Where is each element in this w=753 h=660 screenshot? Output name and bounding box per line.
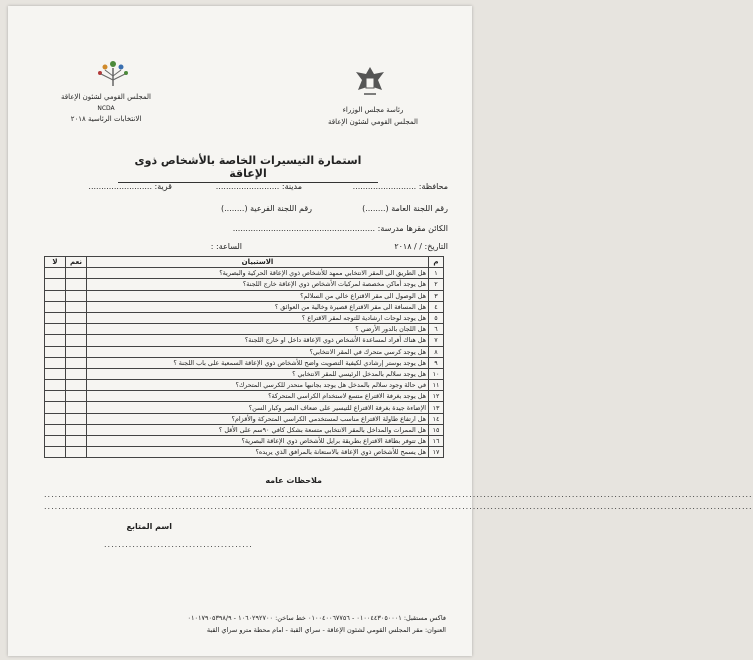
no-checkbox[interactable] — [45, 301, 66, 312]
yes-checkbox[interactable] — [66, 424, 87, 435]
table-row — [45, 324, 444, 335]
table-row — [45, 312, 444, 323]
table-row — [45, 424, 444, 435]
footer-phones: فاكس مستقبل: ٠١٠٠٤٤٣٠٥٠٠٠١ - ٠١٠٠٤٠٠٦٧٧٥٦ خط ساخن: ١٠٦٠٢٩٢٧٠٠ - ٠١٠١٧٩٠٥٣٩٨/٩ — [187, 614, 446, 622]
general-committee-field[interactable]: رقم اللجنة العامة (........) — [362, 204, 448, 213]
no-checkbox[interactable] — [45, 380, 66, 391]
ncda-abbrev: NCDA — [97, 105, 115, 112]
yes-checkbox[interactable] — [66, 380, 87, 391]
header-no: لا — [45, 257, 66, 268]
question-number: ١٢ — [429, 391, 444, 402]
question-number: ١٧ — [429, 447, 444, 458]
question-text: هل الوصول الى مقر الاقتراع خالي من السلالم؟ — [87, 290, 429, 301]
no-checkbox[interactable] — [45, 268, 66, 279]
table-row — [45, 346, 444, 357]
yes-checkbox[interactable] — [66, 368, 87, 379]
no-checkbox[interactable] — [45, 312, 66, 323]
notes-title: ملاحظات عامه — [265, 476, 322, 485]
no-checkbox[interactable] — [45, 391, 66, 402]
question-number: ١٣ — [429, 402, 444, 413]
no-checkbox[interactable] — [45, 335, 66, 346]
header-yes: نعم — [66, 257, 87, 268]
notes-line-2[interactable]: ........................................................................................................................................................................................................ — [44, 502, 753, 511]
follower-name-label: اسم المتابع — [126, 522, 172, 531]
date-field[interactable]: التاريخ: / / ٢٠١٨ — [394, 242, 448, 251]
question-text: هل تتوفر بطاقة الاقتراع بطريقة برايل للأشخاص ذوي الإعاقة البصرية؟ — [87, 436, 429, 447]
question-number: ٧ — [429, 335, 444, 346]
yes-checkbox[interactable] — [66, 335, 87, 346]
question-number: ٢ — [429, 279, 444, 290]
org-line-1: رئاسة مجلس الوزراء — [342, 106, 404, 114]
question-number: ٩ — [429, 357, 444, 368]
org-line-2: المجلس القومي لشئون الإعاقة — [328, 118, 418, 126]
time-field[interactable]: الساعة: : — [210, 242, 242, 251]
table-row — [45, 301, 444, 312]
question-text: هل الممرات والمداخل بالمقر الانتخابي متسعة بشكل كافي ٩٠سم على الأقل ؟ — [87, 424, 429, 435]
election-caption: الانتخابات الرئاسية ٢٠١٨ — [70, 115, 142, 123]
no-checkbox[interactable] — [45, 424, 66, 435]
ministry-header — [298, 104, 448, 128]
table-row — [45, 290, 444, 301]
question-text: هل يوجد سلالم بالمدخل الرئيسي للمقر الانتخابي ؟ — [87, 368, 429, 379]
table-row — [45, 436, 444, 447]
table-row — [45, 391, 444, 402]
questionnaire-table — [44, 256, 444, 458]
no-checkbox[interactable] — [45, 346, 66, 357]
no-checkbox[interactable] — [45, 357, 66, 368]
table-row — [45, 335, 444, 346]
question-text: هل هناك أفراد لمساعدة الأشخاص ذوي الإعاقة داخل او خارج اللجنة؟ — [87, 335, 429, 346]
table-row — [45, 380, 444, 391]
table-row — [45, 447, 444, 458]
question-text: في حالة وجود سلالم بالمدخل هل يوجد بجانبها منحدر للكرسي المتحرك؟ — [87, 380, 429, 391]
table-row — [45, 402, 444, 413]
follower-name-line[interactable]: .......................................... — [104, 540, 253, 549]
no-checkbox[interactable] — [45, 290, 66, 301]
no-checkbox[interactable] — [45, 413, 66, 424]
yes-checkbox[interactable] — [66, 346, 87, 357]
city-field[interactable]: مدينة: ......................... — [215, 182, 302, 191]
question-text: هل المسافة الى مقر الاقتراع قصيرة وخالية من العوائق ؟ — [87, 301, 429, 312]
yes-checkbox[interactable] — [66, 301, 87, 312]
ncda-header — [36, 92, 176, 125]
question-text: هل يوجد بوستر إرشادي لكيفية التصويت واضح للأشخاص ذوي الإعاقة السمعية على باب اللجنة ؟ — [87, 357, 429, 368]
header-question: الاستبيان — [87, 257, 429, 268]
question-number: ٨ — [429, 346, 444, 357]
question-text: هل اللجان بالدور الأرضي ؟ — [87, 324, 429, 335]
question-number: ٤ — [429, 301, 444, 312]
village-field[interactable]: قرية: ......................... — [88, 182, 172, 191]
ncda-name: المجلس القومي لشئون الإعاقة — [61, 93, 151, 101]
governorate-field[interactable]: محافظة: ......................... — [352, 182, 448, 191]
yes-checkbox[interactable] — [66, 413, 87, 424]
question-number: ٥ — [429, 312, 444, 323]
notes-line-1[interactable]: ........................................................................................................................................................................................................ — [44, 490, 753, 499]
question-text: الإضاءة جيدة بغرفة الاقتراع للتيسير على ضعاف البصر وكبار السن؟ — [87, 402, 429, 413]
question-number: ١٥ — [429, 424, 444, 435]
form-sheet — [8, 6, 753, 656]
yes-checkbox[interactable] — [66, 436, 87, 447]
yes-checkbox[interactable] — [66, 290, 87, 301]
no-checkbox[interactable] — [45, 279, 66, 290]
questionnaire-body — [45, 268, 444, 458]
no-checkbox[interactable] — [45, 436, 66, 447]
table-row — [45, 357, 444, 368]
yes-checkbox[interactable] — [66, 391, 87, 402]
no-checkbox[interactable] — [45, 402, 66, 413]
ncda-logo-icon — [88, 56, 138, 96]
yes-checkbox[interactable] — [66, 357, 87, 368]
no-checkbox[interactable] — [45, 368, 66, 379]
form-title: استمارة التيسيرات الخاصة بالأشخاص ذوى الإعاقة — [118, 154, 378, 183]
question-number: ١١ — [429, 380, 444, 391]
egypt-eagle-emblem-icon — [352, 64, 388, 104]
question-text: هل يوجد بغرفة الاقتراع متسع لاستخدام الكراسي المتحركة؟ — [87, 391, 429, 402]
sub-committee-field[interactable]: رقم اللجنة الفرعية (........) — [221, 204, 312, 213]
question-text: هل يوجد أماكن مخصصة لمركبات الأشخاص ذوي الإعاقة خارج اللجنة؟ — [87, 279, 429, 290]
question-text: هل يسمح للأشخاص ذوي الإعاقة بالاستعانة بالمرافق الذي يريده؟ — [87, 447, 429, 458]
question-number: ١٦ — [429, 436, 444, 447]
yes-checkbox[interactable] — [66, 279, 87, 290]
table-row — [45, 279, 444, 290]
school-location-field[interactable]: الكائن مقرها مدرسة: ........................................................ — [232, 224, 448, 233]
table-header-row — [45, 257, 444, 268]
yes-checkbox[interactable] — [66, 402, 87, 413]
question-text: هل يوجد لوحات ارشادية للتوجه لمقر الاقتراع ؟ — [87, 312, 429, 323]
yes-checkbox[interactable] — [66, 268, 87, 279]
footer-address: العنوان: مقر المجلس القومي لشئون الإعاقة - سراي القبة - امام محطة مترو سراي القبة — [206, 626, 446, 634]
no-checkbox[interactable] — [45, 324, 66, 335]
yes-checkbox[interactable] — [66, 312, 87, 323]
question-number: ٦ — [429, 324, 444, 335]
question-number: ١ — [429, 268, 444, 279]
question-number: ١٤ — [429, 413, 444, 424]
question-number: ١٠ — [429, 368, 444, 379]
table-row — [45, 413, 444, 424]
table-row — [45, 268, 444, 279]
question-text: هل الطريق الى المقر الانتخابي ممهد للأشخاص ذوي الإعاقة الحركية والبصرية؟ — [87, 268, 429, 279]
question-number: ٣ — [429, 290, 444, 301]
yes-checkbox[interactable] — [66, 324, 87, 335]
header-num: م — [429, 257, 444, 268]
no-checkbox[interactable] — [45, 447, 66, 458]
table-row — [45, 368, 444, 379]
question-text: هل يوجد كرسي متحرك في المقر الانتخابي؟ — [87, 346, 429, 357]
question-text: هل ارتفاع طاولة الاقتراع مناسب لمستخدمي الكراسي المتحركة والأقزام؟ — [87, 413, 429, 424]
yes-checkbox[interactable] — [66, 447, 87, 458]
